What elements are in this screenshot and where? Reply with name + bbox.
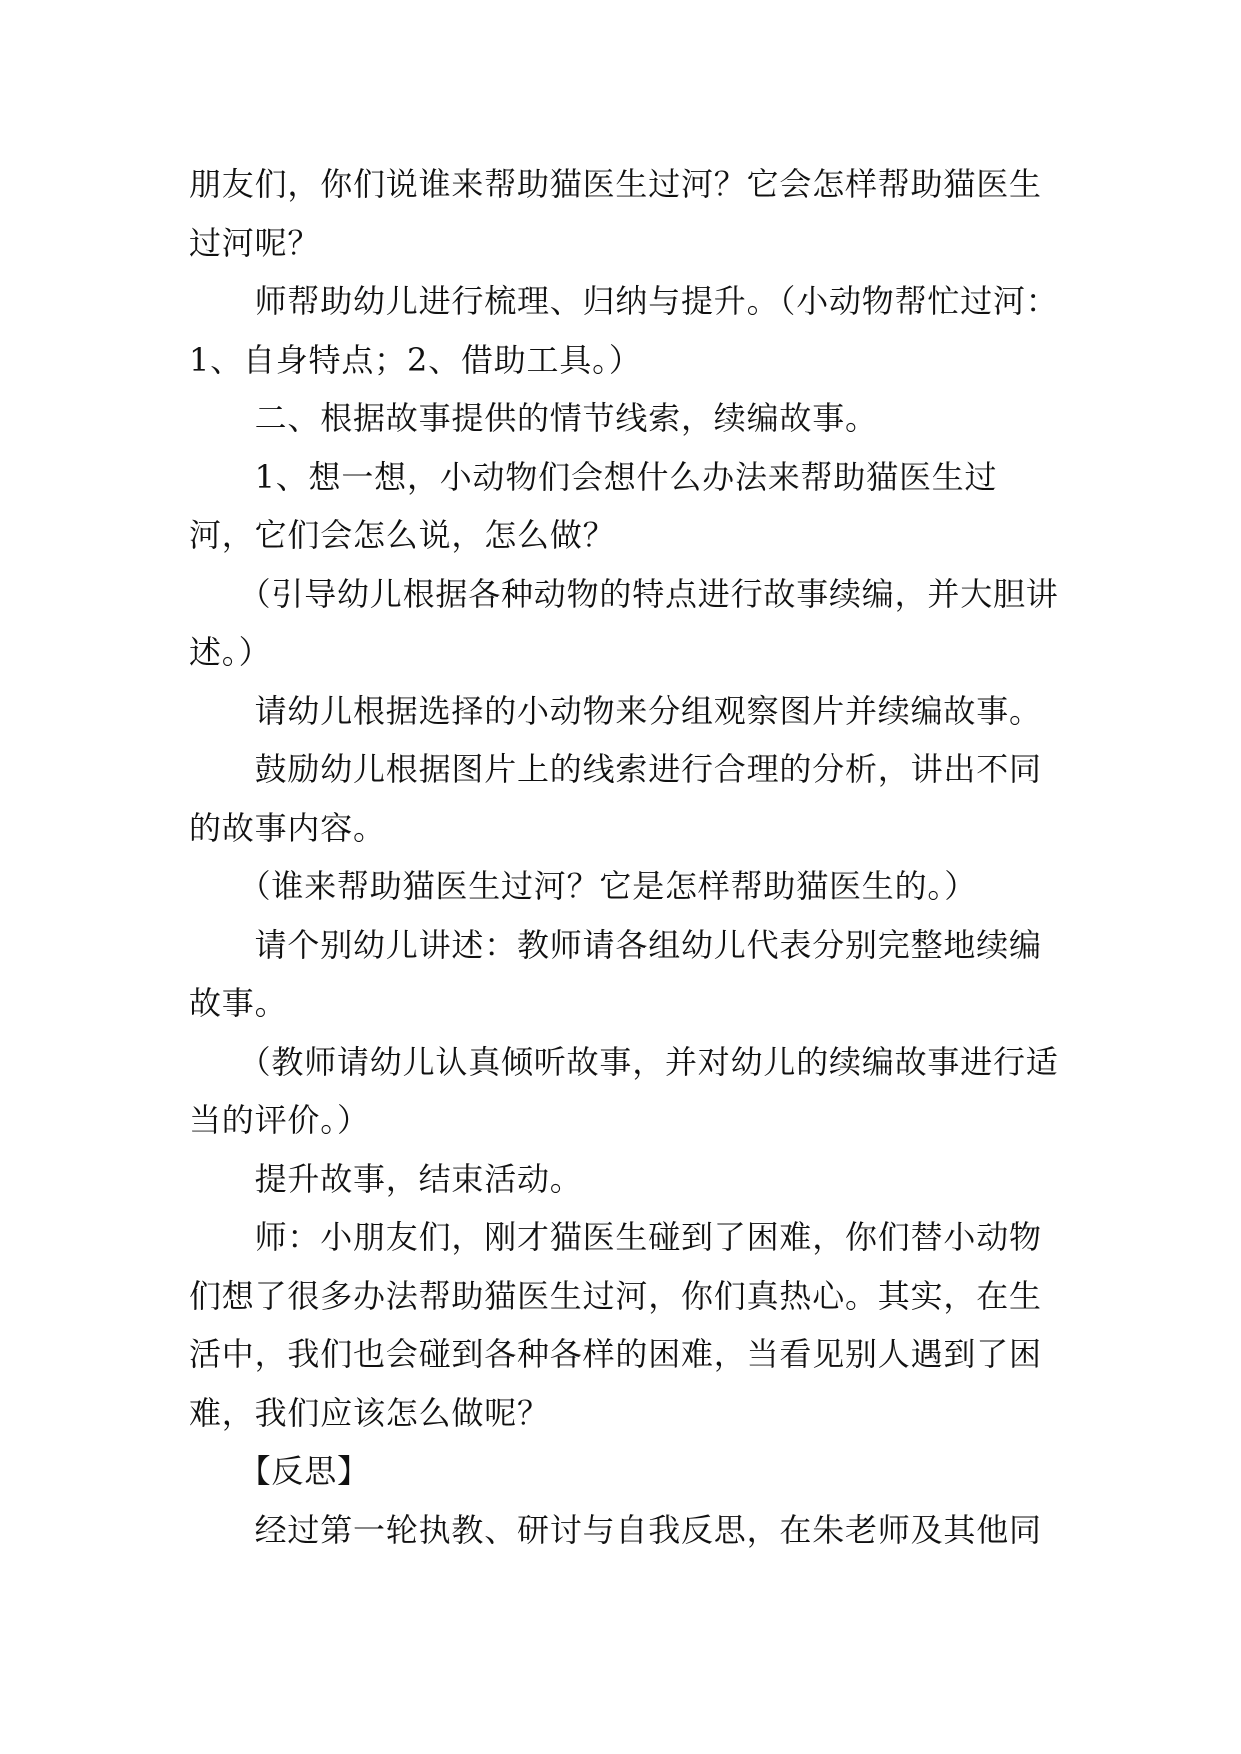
paragraph-5: （引导幼儿根据各种动物的特点进行故事续编，并大胆讲述。） (189, 574, 1059, 671)
paragraph-11: 提升故事，结束活动。 (189, 1159, 583, 1198)
paragraph-8: （谁来帮助猫医生过河？它是怎样帮助猫医生的。） (189, 867, 978, 905)
paragraph-12: 师：小朋友们，刚才猫医生碰到了困难，你们替小动物们想了很多办法帮助猫医生过河，你们真热心。其实，在生活中，我们也会碰到各种各样的困难，当看见别人遇到了困难，我们应该怎么做呢？ (189, 1218, 1042, 1432)
paragraph-2: 师帮助幼儿进行梳理、归纳与提升。（小动物帮忙过河：1、自身特点；2、借助工具。） (189, 282, 1059, 379)
paragraph-14: 经过第一轮执教、研讨与自我反思，在朱老师及其他同 (189, 1510, 1042, 1549)
paragraph-9: 请个别幼儿讲述：教师请各组幼儿代表分别完整地续编故事。 (189, 925, 1042, 1022)
paragraph-1: 朋友们，你们说谁来帮助猫医生过河？它会怎样帮助猫医生过河呢？ (189, 165, 1042, 262)
paragraph-10: （教师请幼儿认真倾听故事，并对幼儿的续编故事进行适当的评价。） (189, 1042, 1059, 1139)
paragraph-13: 【反思】 (189, 1452, 370, 1490)
paragraph-3: 二、根据故事提供的情节线索，续编故事。 (189, 399, 878, 437)
paragraph-4: 1、想一想，小动物们会想什么办法来帮助猫医生过河，它们会怎么说，怎么做？ (189, 457, 998, 554)
document-body (189, 155, 1061, 1559)
paragraph-6: 请幼儿根据选择的小动物来分组观察图片并续编故事。 (189, 691, 1042, 730)
paragraph-7: 鼓励幼儿根据图片上的线索进行合理的分析，讲出不同的故事内容。 (189, 750, 1042, 847)
